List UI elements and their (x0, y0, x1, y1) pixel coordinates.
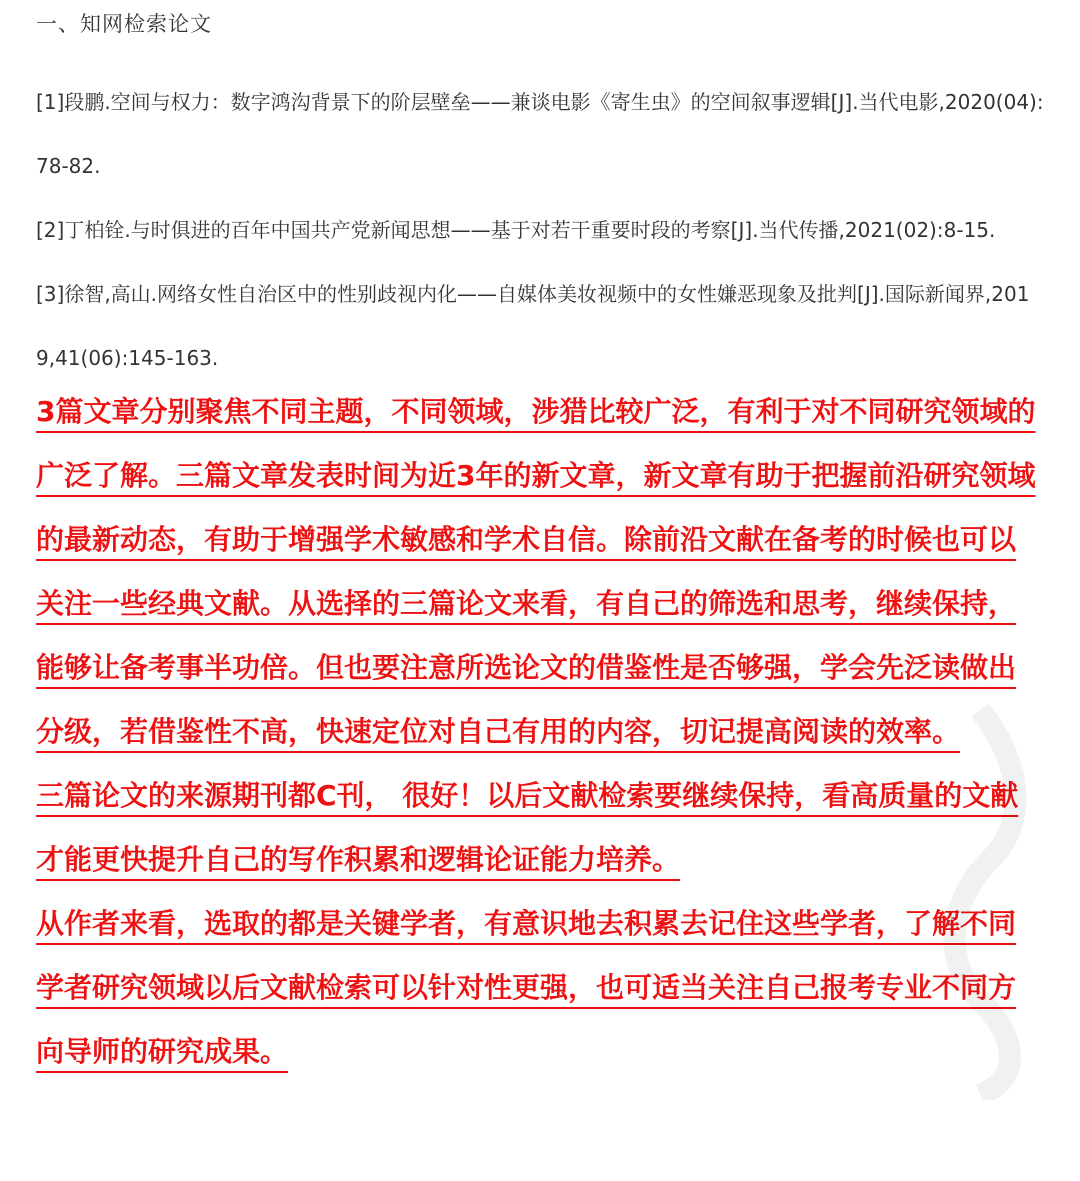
reference-list (36, 70, 1046, 390)
comment-paragraph-2 (36, 764, 1036, 892)
watermark-icon (920, 700, 1040, 1100)
reference-item-2: [2]丁柏铨.与时俱进的百年中国共产党新闻思想——基于对若干重要时段的考察[J].当代传播,2021(02):8-15. (36, 218, 996, 242)
comment-text-3: 从作者来看，选取的都是关键学者，有意识地去积累去记住这些学者，了解不同学者研究领域以后文献检索可以针对性更强，也可适当关注自己报考专业不同方向导师的研究成果。 (36, 907, 1017, 1068)
comment-text-2: 三篇论文的来源期刊都C刊， 很好！以后文献检索要继续保持，看高质量的文献才能更快提升自己的写作积累和逻辑论证能力培养。 (36, 779, 1019, 876)
comment-paragraph-3 (36, 892, 1036, 1084)
reference-item-3: [3]徐智,高山.网络女性自治区中的性别歧视内化——自媒体美妆视频中的女性嫌恶现象及批判[J].国际新闻界,2019,41(06):145-163. (36, 282, 1030, 370)
reference-item-1: [1]段鹏.空间与权力：数字鸿沟背景下的阶层壁垒——兼谈电影《寄生虫》的空间叙事逻辑[J].当代电影,2020(04):78-82. (36, 90, 1044, 178)
comment-text-1: 3篇文章分别聚焦不同主题，不同领域，涉猎比较广泛，有利于对不同研究领域的广泛了解。三篇文章发表时间为近3年的新文章，新文章有助于把握前沿研究领域的最新动态，有助于增强学术敏感和学术自信。除前沿文献在备考的时候也可以关注一些经典文献。从选择的三篇论文来看，有自己的筛选和思考，继续保持，能够让备考事半功倍。但也要注意所选论文的借鉴性是否够强，学会先泛读做出分级，若借鉴性不高，快速定位对自己有用的内容，切记提高阅读的效率。 (36, 395, 1036, 748)
teacher-comments (36, 380, 1036, 1084)
section-heading: 一、知网检索论文 (36, 12, 212, 36)
comment-paragraph-1 (36, 380, 1036, 764)
